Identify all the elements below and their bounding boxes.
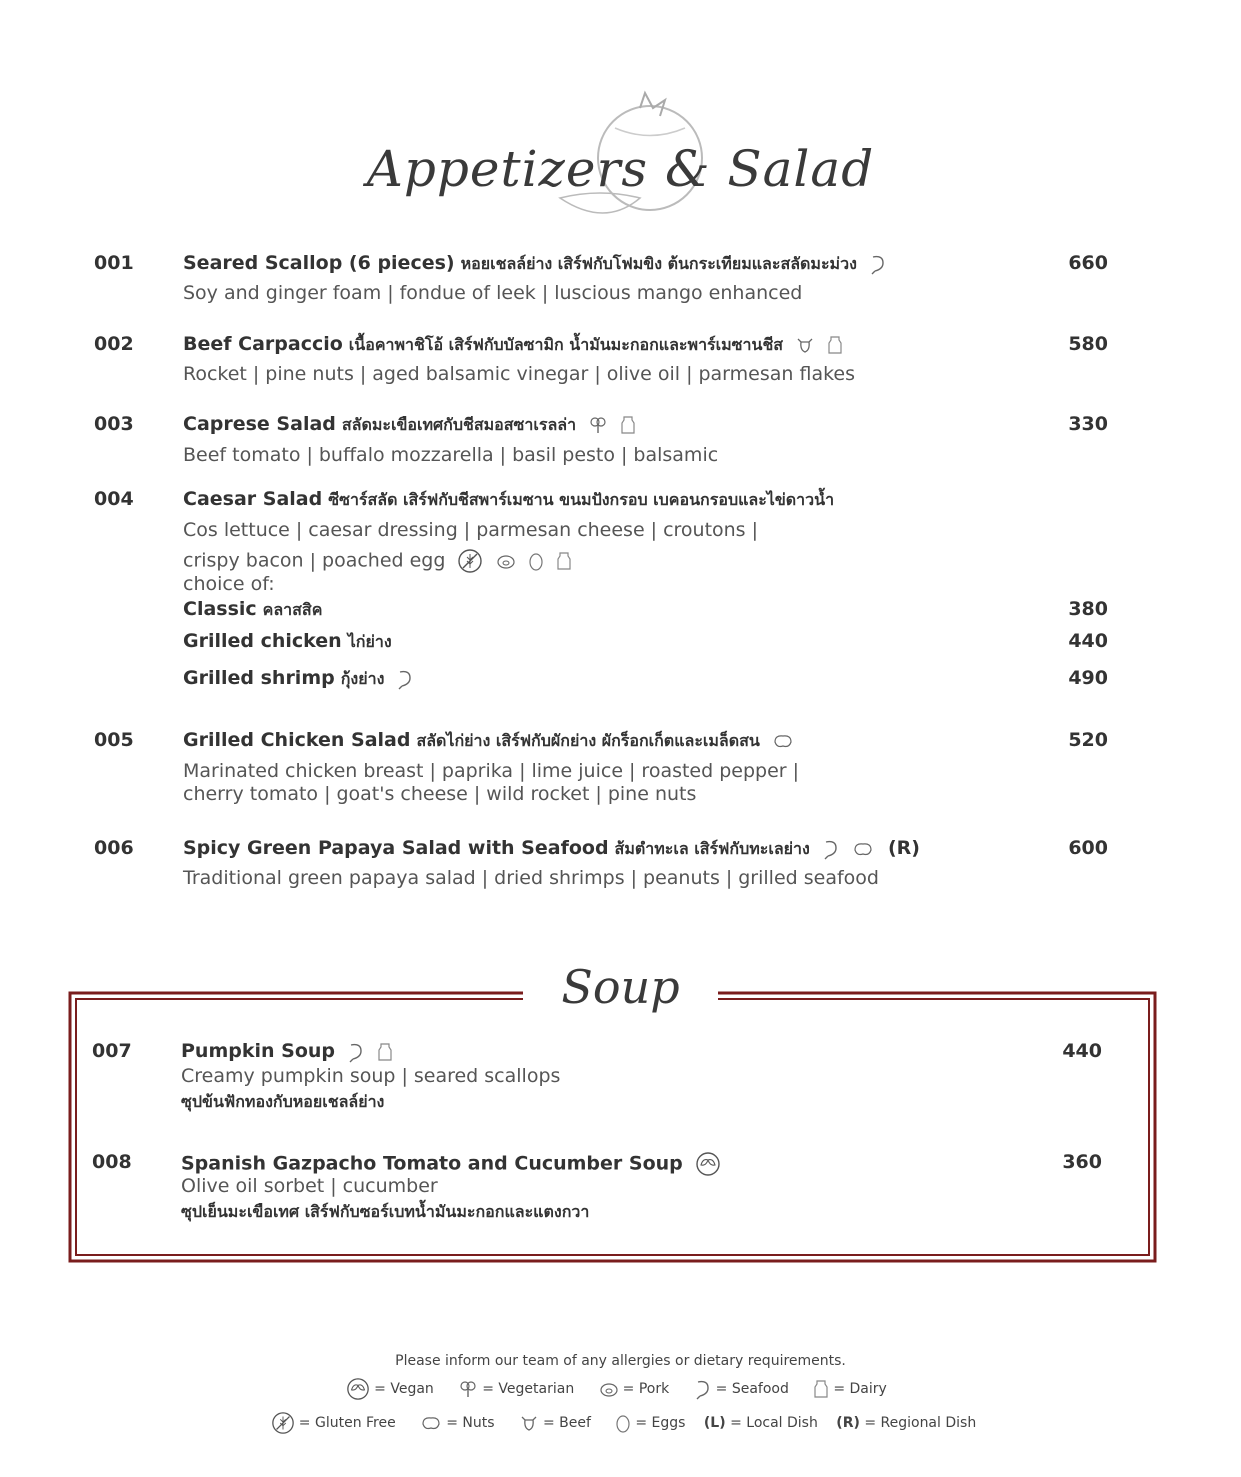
vegan-icon bbox=[695, 1151, 721, 1177]
item-code: 005 bbox=[94, 729, 134, 751]
item-price: 360 bbox=[1062, 1151, 1102, 1173]
item-title-line bbox=[183, 488, 834, 513]
local-label: = Local Dish bbox=[730, 1415, 818, 1431]
item-description: Marinated chicken breast | paprika | lime juice | roasted pepper | bbox=[183, 760, 799, 782]
item-thai-name: ซีซาร์สลัด เสิร์ฟกับชีสพาร์เมซาน ขนมปังกรอบ เบคอนกรอบและไข่ดาวน้ำ bbox=[328, 490, 835, 509]
item-description: Creamy pumpkin soup | seared scallops bbox=[181, 1065, 561, 1087]
shrimp-icon bbox=[347, 1041, 365, 1063]
item-description: Cos lettuce | caesar dressing | parmesan cheese | croutons | bbox=[183, 519, 758, 541]
dairy-icon bbox=[813, 1379, 829, 1399]
section-title-appetizers: Appetizers & Salad bbox=[366, 140, 875, 198]
gluten-free-icon bbox=[457, 548, 483, 574]
choice-thai-name: คลาสสิค bbox=[262, 600, 323, 619]
egg-icon bbox=[615, 1413, 631, 1433]
item-description: Olive oil sorbet | cucumber bbox=[181, 1175, 438, 1197]
item-description: Rocket | pine nuts | aged balsamic vinegar | olive oil | parmesan flakes bbox=[183, 363, 855, 385]
item-code: 008 bbox=[92, 1151, 132, 1173]
item-code: 001 bbox=[94, 252, 134, 274]
item-description: Beef tomato | buffalo mozzarella | basil pesto | balsamic bbox=[183, 444, 719, 466]
beef-icon bbox=[795, 335, 815, 355]
choice-thai-name: ไก่ย่าง bbox=[347, 632, 392, 651]
item-thai-name: ซุปเย็นมะเขือเทศ เสิร์ฟกับซอร์เบทน้ำมันมะกอกและแตงกวา bbox=[181, 1202, 590, 1221]
pork-icon bbox=[599, 1380, 619, 1398]
item-code: 002 bbox=[94, 333, 134, 355]
dairy-icon bbox=[827, 335, 843, 355]
local-tag: (L) bbox=[703, 1415, 726, 1431]
choice-name: Grilled shrimp bbox=[183, 667, 335, 689]
item-title-line bbox=[183, 413, 636, 438]
item-price: 600 bbox=[1068, 837, 1108, 859]
item-code: 004 bbox=[94, 488, 134, 510]
item-thai-name: ส้มตำทะเล เสิร์ฟกับทะเลย่าง bbox=[614, 839, 810, 858]
item-name: Spicy Green Papaya Salad with Seafood bbox=[183, 837, 609, 859]
regional-label: = Regional Dish bbox=[864, 1415, 977, 1431]
regional-tag: (R) bbox=[887, 837, 920, 859]
item-name: Grilled Chicken Salad bbox=[183, 729, 411, 751]
item-description: cherry tomato | goat's cheese | wild rocket | pine nuts bbox=[183, 783, 697, 805]
legend-line-2: = Gluten Free = Nuts = Beef = Eggs (L) = Local Dish (R) = Regional Dish bbox=[0, 1411, 1241, 1435]
legend-line-1: = Vegan = Vegetarian = Pork = Seafood = Dairy bbox=[0, 1377, 1241, 1401]
item-price: 440 bbox=[1062, 1040, 1102, 1062]
choice-name: Grilled chicken bbox=[183, 630, 342, 652]
choice-price: 440 bbox=[1068, 630, 1108, 652]
shrimp-icon bbox=[869, 253, 887, 275]
item-name: Caprese Salad bbox=[183, 413, 336, 435]
vegetarian-icon bbox=[588, 415, 608, 435]
beef-icon bbox=[519, 1413, 539, 1433]
item-price: 520 bbox=[1068, 729, 1108, 751]
item-code: 003 bbox=[94, 413, 134, 435]
item-title-line bbox=[183, 729, 794, 754]
choice-price: 380 bbox=[1068, 598, 1108, 620]
choice-line bbox=[183, 630, 392, 655]
item-thai-name: ซุปข้นฟักทองกับหอยเชลล์ย่าง bbox=[181, 1092, 385, 1111]
item-thai-name: เนื้อคาพาชิโอ้ เสิร์ฟกับบัลซามิก น้ำมันมะกอกและพาร์เมซานชีส bbox=[348, 335, 784, 354]
item-price: 330 bbox=[1068, 413, 1108, 435]
nuts-icon bbox=[420, 1414, 442, 1432]
nuts-icon bbox=[772, 732, 794, 750]
section-title-soup: Soup bbox=[561, 960, 680, 1014]
item-thai-name: สลัดไก่ย่าง เสิร์ฟกับผักย่าง ผักร็อกเก็ตและเมล็ดสน bbox=[416, 731, 760, 750]
item-name: Seared Scallop (6 pieces) bbox=[183, 252, 455, 274]
shrimp-icon bbox=[396, 668, 414, 690]
item-description: Soy and ginger foam | fondue of leek | luscious mango enhanced bbox=[183, 282, 803, 304]
choice-line bbox=[183, 598, 322, 623]
item-title-line bbox=[183, 837, 920, 862]
gluten-free-icon bbox=[271, 1411, 295, 1435]
dairy-icon bbox=[620, 415, 636, 435]
item-name: Beef Carpaccio bbox=[183, 333, 343, 355]
choice-label: choice of: bbox=[183, 573, 275, 595]
item-title-line bbox=[181, 1151, 721, 1177]
item-name: Spanish Gazpacho Tomato and Cucumber Soup bbox=[181, 1152, 683, 1175]
choice-line bbox=[183, 667, 414, 692]
vegan-icon bbox=[346, 1377, 370, 1401]
item-description: crispy bacon | poached egg bbox=[183, 548, 572, 574]
item-name: Caesar Salad bbox=[183, 488, 323, 510]
item-title-line bbox=[183, 252, 887, 277]
pork-icon bbox=[496, 552, 516, 570]
item-name: Pumpkin Soup bbox=[181, 1040, 336, 1062]
item-description: Traditional green papaya salad | dried shrimps | peanuts | grilled seafood bbox=[183, 867, 879, 889]
item-price: 580 bbox=[1068, 333, 1108, 355]
choice-price: 490 bbox=[1068, 667, 1108, 689]
shrimp-icon bbox=[694, 1378, 712, 1400]
item-price: 660 bbox=[1068, 252, 1108, 274]
item-title-line bbox=[183, 333, 843, 358]
item-code: 007 bbox=[92, 1040, 132, 1062]
egg-icon bbox=[528, 551, 544, 571]
item-thai-name: หอยเชลล์ย่าง เสิร์ฟกับโฟมขิง ต้นกระเทียมและสลัดมะม่วง bbox=[460, 254, 857, 273]
dairy-icon bbox=[556, 551, 572, 571]
allergy-notice: Please inform our team of any allergies or dietary requirements. bbox=[395, 1353, 846, 1369]
nuts-icon bbox=[852, 840, 874, 858]
regional-tag: (R) bbox=[836, 1415, 860, 1431]
vegetarian-icon bbox=[458, 1379, 478, 1399]
choice-thai-name: กุ้งย่าง bbox=[340, 669, 385, 688]
item-code: 006 bbox=[94, 837, 134, 859]
choice-name: Classic bbox=[183, 598, 257, 620]
shrimp-icon bbox=[822, 838, 840, 860]
item-thai-name: สลัดมะเขือเทศกับชีสมอสซาเรลล่า bbox=[341, 415, 577, 434]
item-title-line bbox=[181, 1040, 393, 1063]
dairy-icon bbox=[377, 1042, 393, 1062]
